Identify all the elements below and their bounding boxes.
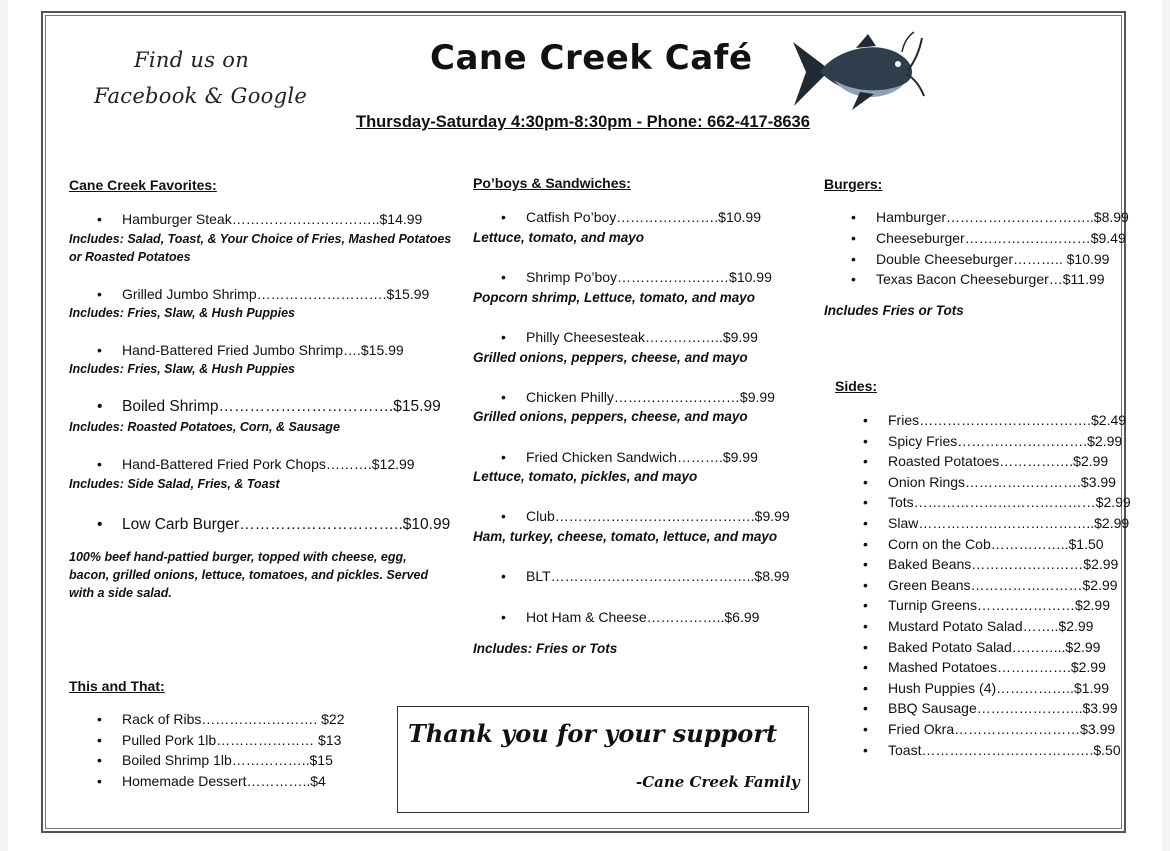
thank-you-signature: -Cane Creek Family	[636, 773, 800, 791]
menu-item: • Fries……………………………….$2.49	[863, 412, 1127, 428]
menu-item: • Pulled Pork 1lb………………… $13	[97, 732, 342, 748]
menu-item: • Chicken Philly………………………$9.99	[501, 389, 775, 405]
menu-item: • Corn on the Cob……………..$1.50	[863, 535, 1104, 552]
menu-item: • Texas Bacon Cheeseburger…$11.99	[851, 271, 1105, 287]
menu-item: • Toast……………………………….$.50	[863, 741, 1121, 758]
menu-item: • Spicy Fries……………………….$2.99	[863, 432, 1123, 449]
menu-item: • Tots…………………………………$2.99	[863, 494, 1131, 511]
item-description: Lettuce, tomato, and mayo	[473, 230, 645, 245]
menu-item: • Baked Potato Salad………...$2.99	[863, 638, 1101, 655]
this-and-that-heading: This and That:	[69, 678, 165, 694]
menu-item: • Hamburger…………………………..$8.99	[851, 209, 1129, 225]
menu-item: • Hamburger Steak…………………………..$14.99	[97, 211, 423, 227]
menu-item: • Grilled Jumbo Shrimp……………………….$15.99	[97, 286, 430, 302]
menu-item: • Rack of Ribs……………………. $22	[97, 711, 345, 727]
menu-item: • BLT……………………………………..$8.99	[501, 568, 790, 584]
menu-item: • Double Cheeseburger……….. $10.99	[851, 251, 1110, 267]
menu-item: • Hand-Battered Fried Jumbo Shrimp….$15.99	[97, 342, 404, 358]
item-description: Ham, turkey, cheese, tomato, lettuce, and mayo	[473, 529, 778, 544]
find-us-line-2: Facebook & Google	[94, 84, 308, 108]
menu-item: • Turnip Greens…………………$2.99	[863, 597, 1110, 614]
menu-item: • Onion Rings…………………….$3.99	[863, 473, 1116, 490]
menu-item: • Green Beans……………………$2.99	[863, 576, 1118, 593]
menu-item: • Cheeseburger………………………$9.49	[851, 230, 1126, 246]
menu-item: • Boiled Shrimp 1lb……………..$15	[97, 752, 333, 768]
menu-item: • Shrimp Po’boy……………………$10.99	[501, 269, 772, 285]
item-description: Grilled onions, peppers, cheese, and mayo	[473, 409, 748, 424]
menu-item: • Roasted Potatoes…………….$2.99	[863, 453, 1109, 470]
thank-you-box	[397, 706, 809, 813]
menu-item: • Mashed Potatoes…………….$2.99	[863, 659, 1106, 676]
menu-item: • Low Carb Burger…………………………..$10.99	[97, 516, 451, 533]
menu-item: • Mustard Potato Salad……..$2.99	[863, 618, 1094, 634]
menu-item: • BBQ Sausage…………………..$3.99	[863, 700, 1118, 717]
menu-item: • Boiled Shrimp…………………………….$15.99	[97, 398, 441, 415]
burgers-includes: Includes Fries or Tots	[824, 303, 964, 318]
menu-item: • Philly Cheesesteak……………..$9.99	[501, 329, 758, 345]
poboys-heading: Po’boys & Sandwiches:	[473, 175, 631, 191]
sides-heading: Sides:	[835, 378, 878, 394]
favorites-heading: Cane Creek Favorites:	[69, 177, 217, 193]
item-description: 100% beef hand-pattied burger, topped with cheese, egg, bacon, grilled onions, lettuce, tomatoes, and pickles. Served with a side salad.	[69, 550, 429, 600]
item-description: Includes: Side Salad, Fries, & Toast	[69, 477, 280, 491]
poboys-includes: Includes: Fries or Tots	[473, 641, 618, 656]
menu-item: • Hush Puppies (4)……………..$1.99	[863, 679, 1109, 696]
burgers-heading: Burgers:	[824, 176, 883, 192]
menu-item: • Catfish Po’boy………………….$10.99	[501, 209, 761, 225]
menu-item: • Fried Okra………………………$3.99	[863, 721, 1116, 737]
catfish-icon	[790, 30, 926, 114]
menu-item: • Baked Beans……………………$2.99	[863, 556, 1119, 573]
hours-phone: Thursday-Saturday 4:30pm-8:30pm - Phone: 662-417-8636	[356, 113, 810, 131]
item-description: Includes: Fries, Slaw, & Hush Puppies	[69, 306, 295, 320]
page-title: Cane Creek Café	[430, 38, 753, 78]
item-description: Lettuce, tomato, pickles, and mayo	[473, 469, 698, 484]
item-description: Grilled onions, peppers, cheese, and mayo	[473, 350, 748, 365]
menu-item: • Slaw………………………………..$2.99	[863, 515, 1130, 531]
item-description: Popcorn shrimp, Lettuce, tomato, and mayo	[473, 290, 756, 305]
find-us-line-1: Find us on	[134, 48, 250, 72]
menu-item: • Club…………………………………….$9.99	[501, 508, 790, 524]
thank-you-message: Thank you for your support	[408, 719, 778, 748]
item-description: Includes: Salad, Toast, & Your Choice of Fries, Mashed Potatoes or Roasted Potatoes	[69, 232, 452, 264]
item-description: Includes: Fries, Slaw, & Hush Puppies	[69, 362, 295, 376]
menu-item: • Hot Ham & Cheese……………..$6.99	[501, 609, 760, 625]
item-description: Includes: Roasted Potatoes, Corn, & Sausage	[69, 420, 340, 434]
menu-item: • Hand-Battered Fried Pork Chops……….$12.99	[97, 456, 415, 472]
menu-item: • Fried Chicken Sandwich……….$9.99	[501, 449, 758, 465]
menu-item: • Homemade Dessert…………..$4	[97, 773, 326, 789]
